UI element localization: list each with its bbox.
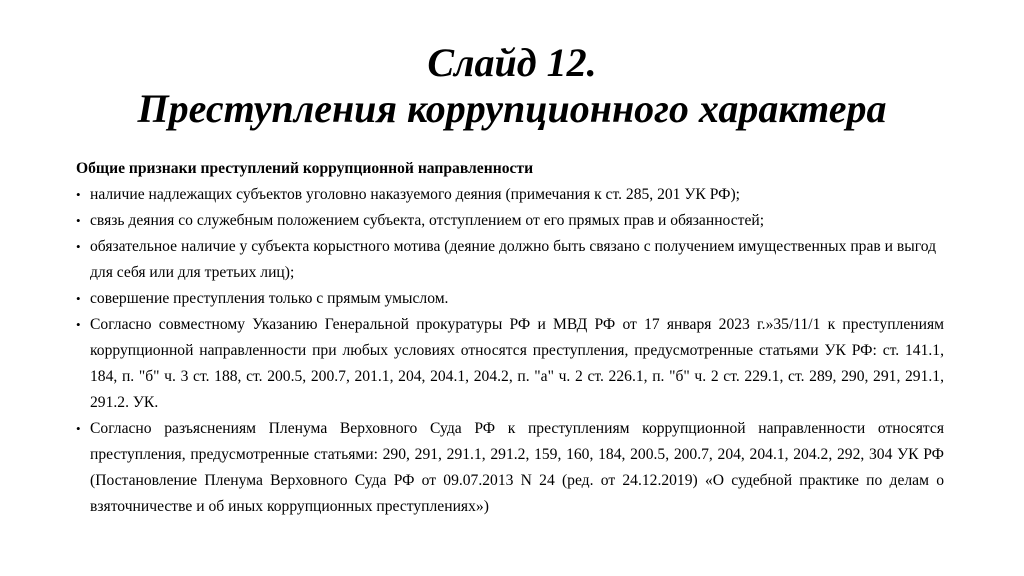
- bullet-icon: •: [76, 317, 81, 332]
- list-item: [76, 312, 944, 416]
- slide-title-line-1: Слайд 12.: [427, 40, 597, 85]
- list-item-text: наличие надлежащих субъектов уголовно наказуемого деяния (примечания к ст. 285, 201 УК РФ);: [90, 186, 740, 203]
- list-item-text: связь деяния со служебным положением субъекта, отступлением от его прямых прав и обязанностей;: [90, 212, 765, 229]
- bullet-list: [76, 182, 944, 520]
- slide-title: [0, 40, 1024, 132]
- list-item: [76, 182, 944, 208]
- list-item: [76, 234, 944, 286]
- bullet-icon: •: [76, 421, 81, 436]
- slide-title-line-2: Преступления коррупционного характера: [137, 86, 887, 131]
- list-item: [76, 416, 944, 520]
- list-item-text: Согласно совместному Указанию Генеральной прокуратуры РФ и МВД РФ от 17 января 2023 г.»35/11/1 к преступлениям коррупционной направленности при любых условиях относятся преступления, предусмотренные статьями УК РФ: ст. 141.1, 184, п. "б" ч. 3 ст. 188, ст. 200.5, 200.7, 201.1, 204, 204.1, 204.2, п. "а" ч. 2 ст. 226.1, п. "б" ч. 2 ст. 229.1, ст. 289, 290, 291, 291.1, 291.2. УК.: [90, 316, 944, 411]
- list-item-text: обязательное наличие у субъекта корыстного мотива (деяние должно быть связано с получением имущественных прав и выгод для себя или для третьих лиц);: [90, 238, 937, 281]
- content-heading: Общие признаки преступлений коррупционной направленности: [76, 160, 534, 177]
- bullet-icon: •: [76, 239, 81, 254]
- list-item-text: Согласно разъяснениям Пленума Верховного Суда РФ к преступлениям коррупционной направленности относятся преступления, предусмотренные статьями: 290, 291, 291.1, 291.2, 159, 160, 184, 200.5, 200.7, 204, 204.1, 204.2, 292, 304 УК РФ (Постановление Пленума Верховного Суда РФ от 09.07.2013 N 24 (ред. от 24.12.2019) «О судебной практике по делам о взяточничестве и об иных коррупционных преступлениях»): [90, 420, 944, 515]
- bullet-icon: •: [76, 291, 81, 306]
- list-item: [76, 208, 944, 234]
- slide-content: [76, 156, 944, 520]
- bullet-icon: •: [76, 187, 81, 202]
- list-item-text: совершение преступления только с прямым умыслом.: [90, 290, 449, 307]
- bullet-icon: •: [76, 213, 81, 228]
- list-item: [76, 286, 944, 312]
